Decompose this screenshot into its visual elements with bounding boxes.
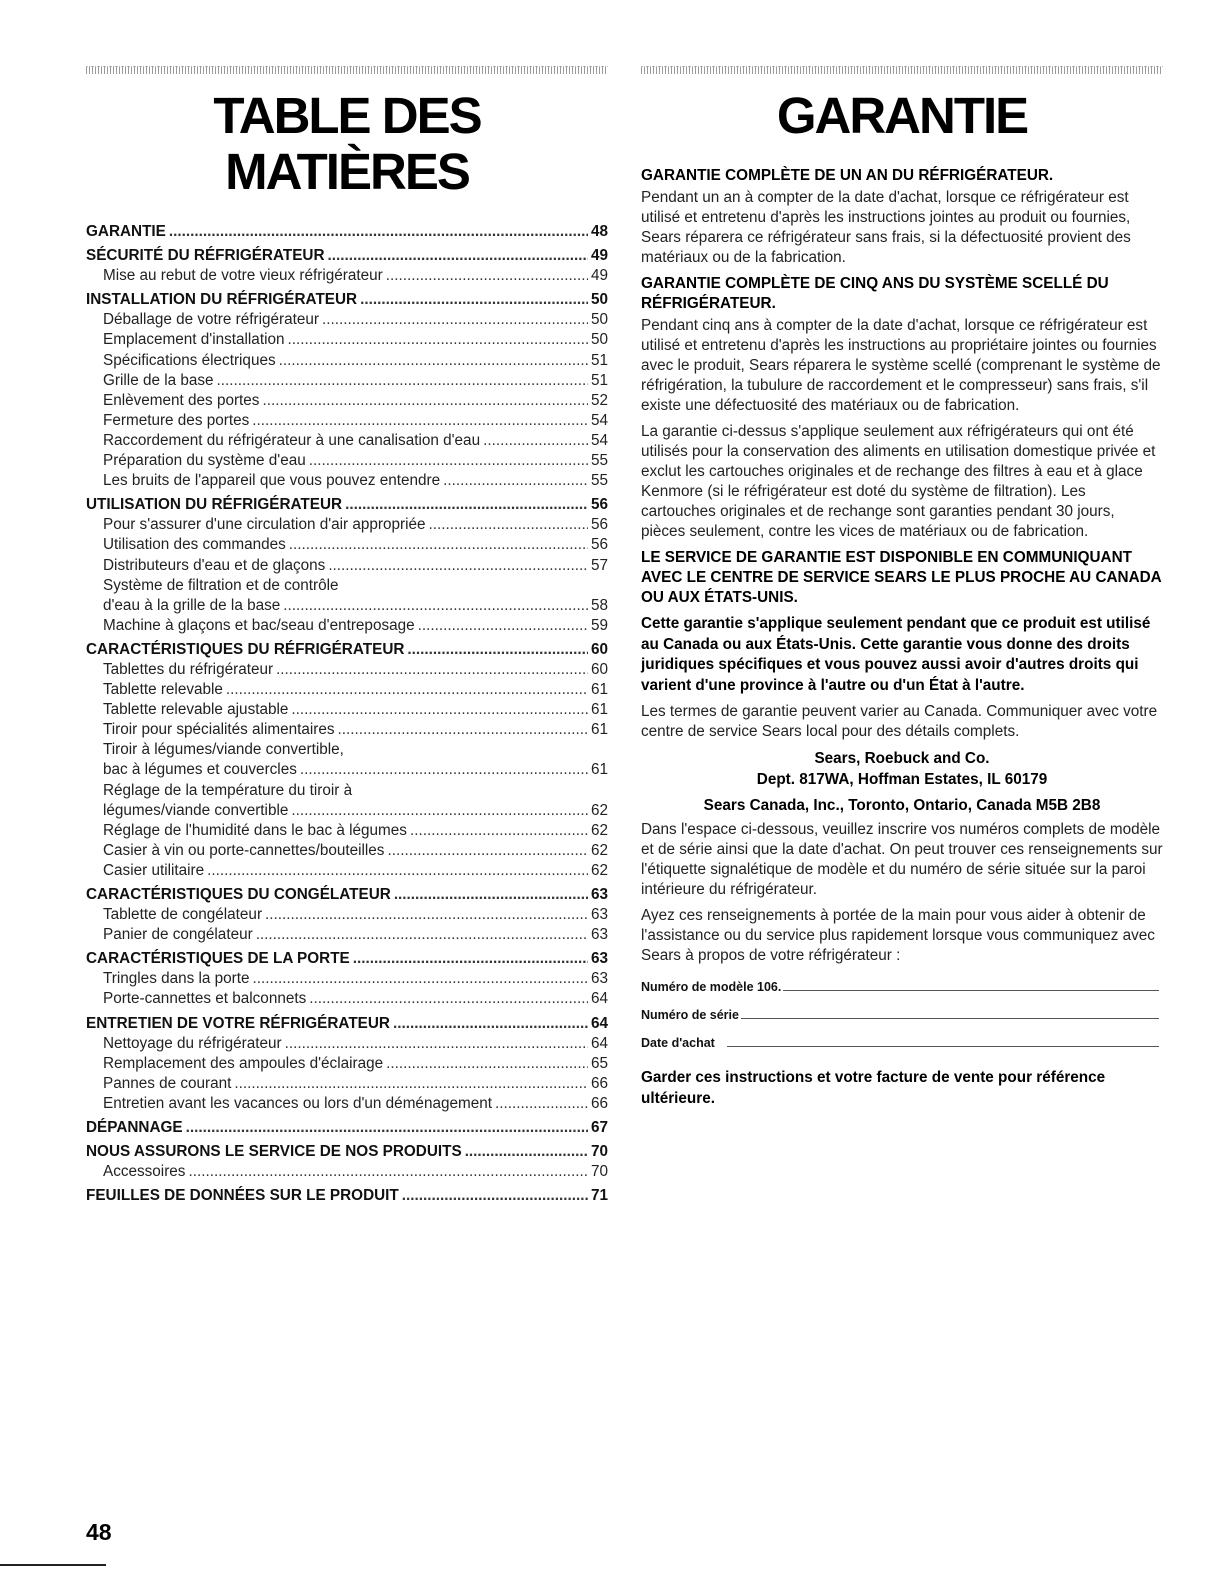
warranty-paragraph: Ayez ces renseignements à portée de la main pour vous aider à obtenir de l'assistance ou du service plus rapidement lorsque vous communiquez avec Sears à propos de votre réfrigérateur : bbox=[641, 907, 1155, 964]
warranty-paragraph: Les termes de garantie peuvent varier au Canada. Communiquer avec votre centre de service Sears local pour des détails complets. bbox=[641, 703, 1158, 740]
dot-leader bbox=[276, 660, 588, 680]
toc-page-number: 50 bbox=[590, 331, 608, 349]
toc-entry-title: légumes/viande convertible bbox=[103, 801, 289, 819]
toc-entry[interactable] bbox=[86, 266, 608, 286]
toc-section[interactable] bbox=[86, 885, 608, 905]
field-line bbox=[783, 990, 1159, 991]
toc-entry[interactable] bbox=[86, 515, 608, 535]
toc-page-number: 63 bbox=[590, 906, 608, 924]
dot-leader bbox=[495, 1094, 588, 1114]
toc-section[interactable] bbox=[86, 246, 608, 266]
dot-leader bbox=[393, 1014, 588, 1034]
toc-entry-title: SÉCURITÉ DU RÉFRIGÉRATEUR bbox=[86, 247, 325, 265]
toc-page-number: 51 bbox=[590, 351, 608, 369]
toc-entry[interactable] bbox=[86, 411, 608, 431]
toc-entry[interactable] bbox=[86, 680, 608, 700]
toc-page-number: 63 bbox=[590, 950, 608, 968]
toc-entry-title: Pannes de courant bbox=[103, 1074, 232, 1092]
dot-leader bbox=[410, 821, 588, 841]
toc-entry[interactable] bbox=[86, 535, 608, 555]
toc-entry-title: Entretien avant les vacances ou lors d'un déménagement bbox=[103, 1094, 492, 1112]
dot-leader bbox=[207, 861, 588, 881]
toc-entry-title: Fermeture des portes bbox=[103, 411, 250, 429]
toc-section[interactable] bbox=[86, 495, 608, 515]
toc-entry-title: Tiroir pour spécialités alimentaires bbox=[103, 721, 335, 739]
toc-entry-title: Réglage de l'humidité dans le bac à légumes bbox=[103, 821, 407, 839]
warranty-service-heading: LE SERVICE DE GARANTIE EST DISPONIBLE EN COMMUNIQUANT AVEC LE CENTRE DE SERVICE SEARS LE PLUS PROCHE AU CANADA OU AUX ÉTATS-UNIS. bbox=[641, 549, 1162, 606]
page-number: 48 bbox=[86, 1519, 112, 1545]
dot-leader bbox=[386, 266, 588, 286]
toc-page-number: 70 bbox=[590, 1143, 608, 1161]
toc-entry[interactable] bbox=[86, 720, 608, 740]
toc-page-number: 71 bbox=[590, 1187, 608, 1205]
toc-page-number: 70 bbox=[590, 1163, 608, 1181]
toc-entry[interactable] bbox=[86, 1074, 608, 1094]
toc-list bbox=[86, 222, 608, 1206]
toc-entry-title: Accessoires bbox=[103, 1163, 186, 1181]
dot-leader bbox=[285, 1034, 588, 1054]
toc-entry-title: Tablette relevable bbox=[103, 681, 223, 699]
toc-entry-title: NOUS ASSURONS LE SERVICE DE NOS PRODUITS bbox=[86, 1143, 462, 1161]
toc-entry-title: Porte-cannettes et balconnets bbox=[103, 990, 307, 1008]
toc-page-number: 62 bbox=[590, 861, 608, 879]
toc-entry[interactable] bbox=[86, 700, 608, 720]
toc-page-number: 60 bbox=[590, 660, 608, 678]
warranty-heading-one-year: GARANTIE COMPLÈTE DE UN AN DU RÉFRIGÉRATEUR. bbox=[641, 167, 1054, 184]
toc-entry-title: DÉPANNAGE bbox=[86, 1119, 183, 1137]
dot-leader bbox=[309, 989, 588, 1009]
dot-leader bbox=[338, 720, 588, 740]
toc-entry[interactable] bbox=[86, 925, 608, 945]
dot-leader bbox=[322, 310, 588, 330]
toc-entry[interactable] bbox=[86, 471, 608, 491]
toc-section[interactable] bbox=[86, 640, 608, 660]
toc-page-number: 54 bbox=[590, 431, 608, 449]
toc-entry-title: Tablette relevable ajustable bbox=[103, 701, 289, 719]
toc-section[interactable] bbox=[86, 290, 608, 310]
toc-entry-title: Tringles dans la porte bbox=[103, 970, 250, 988]
toc-page-number: 60 bbox=[590, 640, 608, 658]
toc-entry-title: bac à légumes et couvercles bbox=[103, 761, 297, 779]
address-line: Sears Canada, Inc., Toronto, Ontario, Canada M5B 2B8 bbox=[703, 797, 1101, 814]
top-rule bbox=[86, 66, 608, 74]
toc-page-number: 62 bbox=[590, 841, 608, 859]
serial-number-field[interactable] bbox=[641, 1003, 1163, 1022]
toc-section[interactable] bbox=[86, 222, 608, 242]
toc-entry-title: Machine à glaçons et bac/seau d'entreposage bbox=[103, 616, 415, 634]
toc-page-number: 51 bbox=[590, 371, 608, 389]
toc-entry[interactable] bbox=[86, 821, 608, 841]
toc-page-number: 61 bbox=[590, 761, 608, 779]
toc-entry-title: Les bruits de l'appareil que vous pouvez entendre bbox=[103, 472, 441, 490]
toc-entry-title: Nettoyage du réfrigérateur bbox=[103, 1034, 282, 1052]
toc-column bbox=[86, 66, 608, 1206]
toc-entry-title: Déballage de votre réfrigérateur bbox=[103, 311, 319, 329]
toc-entry-title: CARACTÉRISTIQUES DU RÉFRIGÉRATEUR bbox=[86, 640, 405, 658]
dot-leader bbox=[387, 841, 588, 861]
toc-page-number: 55 bbox=[590, 472, 608, 490]
toc-page-number: 64 bbox=[590, 1034, 608, 1052]
dot-leader bbox=[186, 1118, 588, 1138]
toc-entry[interactable] bbox=[86, 596, 608, 616]
toc-entry[interactable] bbox=[86, 310, 608, 330]
toc-section[interactable] bbox=[86, 1186, 608, 1206]
dot-leader bbox=[309, 451, 588, 471]
toc-entry-title: CARACTÉRISTIQUES DU CONGÉLATEUR bbox=[86, 886, 391, 903]
warranty-paragraph: La garantie ci-dessus s'applique seulement aux réfrigérateurs qui ont été utilisés pour la conservation des aliments en utilisation domestique privée et exclut les cartouches originales et de rechange des filtres à eau et à glace Kenmore (si le réfrigérateur est doté du système de filtration). Les cartouches originales et de rechange sont garanties pendant 30 jours, pièces seulement, contre les vices de matériaux ou de fabrication. bbox=[641, 423, 1156, 540]
bottom-bar bbox=[0, 1564, 106, 1566]
dot-leader bbox=[265, 905, 588, 925]
toc-entry-title: GARANTIE bbox=[86, 223, 166, 240]
dot-leader bbox=[386, 1054, 588, 1074]
dot-leader bbox=[394, 885, 588, 905]
toc-page-number: 52 bbox=[590, 391, 608, 409]
field-label: Date d'achat bbox=[641, 1036, 715, 1050]
toc-entry-title: Tablettes du réfrigérateur bbox=[103, 660, 274, 678]
toc-page-number: 54 bbox=[590, 411, 608, 429]
toc-page-number: 56 bbox=[590, 536, 608, 554]
dot-leader bbox=[443, 471, 588, 491]
dot-leader bbox=[226, 680, 588, 700]
toc-entry[interactable] bbox=[86, 801, 608, 821]
purchase-date-field[interactable] bbox=[641, 1031, 1163, 1050]
toc-entry-title: Casier utilitaire bbox=[103, 861, 205, 879]
dot-leader bbox=[262, 391, 588, 411]
dot-leader bbox=[328, 246, 588, 266]
keep-instructions-note: Garder ces instructions et votre facture de vente pour référence ultérieure. bbox=[641, 1069, 1106, 1107]
toc-page-number: 67 bbox=[590, 1119, 608, 1137]
toc-entry-title: Raccordement du réfrigérateur à une canalisation d'eau bbox=[103, 431, 481, 449]
toc-entry[interactable] bbox=[86, 431, 608, 451]
address-line: Dept. 817WA, Hoffman Estates, IL 60179 bbox=[756, 771, 1048, 788]
toc-entry-title: Préparation du système d'eau bbox=[103, 452, 306, 470]
toc-entry[interactable] bbox=[86, 1162, 608, 1182]
toc-page-number: 61 bbox=[590, 721, 608, 739]
toc-entry[interactable] bbox=[86, 969, 608, 989]
dot-leader bbox=[169, 222, 588, 242]
toc-entry-title: CARACTÉRISTIQUES DE LA PORTE bbox=[86, 950, 350, 968]
toc-page-number: 58 bbox=[590, 596, 608, 614]
warranty-paragraph: Dans l'espace ci-dessous, veuillez inscrire vos numéros complets de modèle et de série ainsi que la date d'achat. On peut trouver ces renseignements sur l'étiquette signalétique de modèle et du numéro de série située sur la paroi intérieure du réfrigérateur. bbox=[641, 821, 1163, 898]
dot-leader bbox=[188, 1162, 588, 1182]
toc-entry-title: Enlèvement des portes bbox=[103, 391, 260, 409]
dot-leader bbox=[234, 1074, 588, 1094]
toc-page-number: 48 bbox=[590, 223, 608, 240]
toc-entry[interactable] bbox=[86, 371, 608, 391]
toc-page-number: 49 bbox=[590, 247, 608, 265]
toc-page-number: 66 bbox=[590, 1074, 608, 1092]
dot-leader bbox=[345, 495, 588, 515]
dot-leader bbox=[429, 515, 588, 535]
toc-page-number: 65 bbox=[590, 1054, 608, 1072]
toc-entry-title: Panier de congélateur bbox=[103, 926, 253, 944]
toc-page-number: 61 bbox=[590, 681, 608, 699]
toc-entry[interactable] bbox=[86, 1094, 608, 1114]
dot-leader bbox=[289, 535, 588, 555]
toc-section[interactable] bbox=[86, 1014, 608, 1034]
toc-section[interactable] bbox=[86, 1118, 608, 1138]
warranty-paragraph: Pendant cinq ans à compter de la date d'achat, lorsque ce réfrigérateur est utilisé et entretenu d'après les instructions au propriétaire jointes ou fournies avec le produit, Sears réparera le système scellé (comprenant le système de réfrigération, la tubulure de raccordement et le compresseur) sans frais, s'il existe une défectuosité des matériaux ou de fabrication. bbox=[641, 317, 1161, 414]
dot-leader bbox=[279, 351, 588, 371]
toc-page-number: 61 bbox=[590, 701, 608, 719]
toc-entry-continued: Système de filtration et de contrôle bbox=[103, 576, 339, 594]
toc-entry-title: Emplacement d'installation bbox=[103, 331, 285, 349]
toc-entry[interactable] bbox=[86, 351, 608, 371]
toc-page-number: 63 bbox=[590, 970, 608, 988]
dot-leader bbox=[418, 616, 588, 636]
toc-entry-title: Casier à vin ou porte-cannettes/bouteilles bbox=[103, 841, 385, 859]
field-line bbox=[741, 1018, 1159, 1019]
toc-page-number: 57 bbox=[590, 556, 608, 574]
toc-entry-title: Spécifications électriques bbox=[103, 351, 276, 369]
toc-page-number: 56 bbox=[590, 516, 608, 534]
dot-leader bbox=[253, 969, 588, 989]
dot-leader bbox=[287, 330, 588, 350]
dot-leader bbox=[483, 431, 588, 451]
warranty-bold-paragraph: Cette garantie s'applique seulement pendant que ce produit est utilisé au Canada ou aux États-Unis. Cette garantie vous donne des droits juridiques spécifiques et vous pouvez aussi avoir d'autres droits qui varient d'une province à l'autre ou d'un État à l'autre. bbox=[641, 615, 1151, 694]
toc-entry[interactable] bbox=[86, 660, 608, 680]
toc-page-number: 66 bbox=[590, 1094, 608, 1112]
toc-page-number: 49 bbox=[590, 267, 608, 285]
toc-entry[interactable] bbox=[86, 616, 608, 636]
field-label: Numéro de modèle 106. bbox=[641, 980, 782, 994]
toc-entry[interactable] bbox=[86, 330, 608, 350]
toc-entry-title: UTILISATION DU RÉFRIGÉRATEUR bbox=[86, 496, 343, 514]
toc-page-number: 64 bbox=[590, 1014, 608, 1032]
warranty-title: GARANTIE bbox=[776, 87, 1028, 144]
toc-page-number: 64 bbox=[590, 990, 608, 1008]
toc-page-number: 50 bbox=[590, 311, 608, 329]
dot-leader bbox=[252, 411, 588, 431]
dot-leader bbox=[300, 760, 588, 780]
address-line: Sears, Roebuck and Co. bbox=[814, 750, 990, 767]
toc-title: TABLE DES MATIÈRES bbox=[213, 87, 481, 200]
toc-section[interactable] bbox=[86, 949, 608, 969]
toc-page-number: 50 bbox=[590, 291, 608, 309]
toc-entry-title: ENTRETIEN DE VOTRE RÉFRIGÉRATEUR bbox=[86, 1014, 390, 1032]
dot-leader bbox=[328, 556, 588, 576]
toc-page-number: 62 bbox=[590, 821, 608, 839]
warranty-paragraph: Pendant un an à compter de la date d'achat, lorsque ce réfrigérateur est utilisé et entretenu d'après les instructions jointes au produit ou fournies, Sears réparera ce réfrigérateur sans frais, si la défectuosité provient des matériaux ou de la fabrication. bbox=[641, 189, 1131, 266]
toc-entry[interactable] bbox=[86, 556, 608, 576]
dot-leader bbox=[407, 640, 588, 660]
toc-entry[interactable] bbox=[86, 451, 608, 471]
dot-leader bbox=[360, 290, 588, 310]
toc-entry-continued: Tiroir à légumes/viande convertible, bbox=[103, 741, 344, 759]
toc-entry-title: Mise au rebut de votre vieux réfrigérateur bbox=[103, 267, 383, 285]
toc-page-number: 63 bbox=[590, 886, 608, 903]
toc-entry-title: d'eau à la grille de la base bbox=[103, 596, 281, 614]
dot-leader bbox=[465, 1142, 588, 1162]
toc-page-number: 62 bbox=[590, 801, 608, 819]
dot-leader bbox=[291, 801, 588, 821]
dot-leader bbox=[283, 596, 588, 616]
toc-entry-title: Remplacement des ampoules d'éclairage bbox=[103, 1054, 384, 1072]
dot-leader bbox=[402, 1186, 588, 1206]
toc-entry-title: FEUILLES DE DONNÉES SUR LE PRODUIT bbox=[86, 1187, 399, 1205]
toc-entry[interactable] bbox=[86, 989, 608, 1009]
model-number-field[interactable] bbox=[641, 975, 1163, 994]
toc-page-number: 55 bbox=[590, 452, 608, 470]
toc-entry-title: Tablette de congélateur bbox=[103, 906, 263, 924]
toc-entry-title: Utilisation des commandes bbox=[103, 536, 286, 554]
dot-leader bbox=[217, 371, 588, 391]
toc-entry[interactable] bbox=[86, 861, 608, 881]
toc-page-number: 63 bbox=[590, 926, 608, 944]
dot-leader bbox=[256, 925, 588, 945]
toc-entry-title: INSTALLATION DU RÉFRIGÉRATEUR bbox=[86, 291, 358, 309]
toc-section[interactable] bbox=[86, 1142, 608, 1162]
warranty-heading-five-year: GARANTIE COMPLÈTE DE CINQ ANS DU SYSTÈME SCELLÉ DU RÉFRIGÉRATEUR. bbox=[641, 275, 1109, 312]
toc-entry[interactable] bbox=[86, 905, 608, 925]
toc-entry[interactable] bbox=[86, 391, 608, 411]
top-rule bbox=[641, 66, 1163, 74]
toc-entry-title: Grille de la base bbox=[103, 371, 214, 389]
toc-entry-title: Pour s'assurer d'une circulation d'air appropriée bbox=[103, 516, 426, 534]
dot-leader bbox=[353, 949, 588, 969]
toc-page-number: 59 bbox=[590, 616, 608, 634]
dot-leader bbox=[291, 700, 588, 720]
toc-entry[interactable] bbox=[86, 1054, 608, 1074]
toc-entry-title: Distributeurs d'eau et de glaçons bbox=[103, 556, 326, 574]
toc-entry[interactable] bbox=[86, 841, 608, 861]
field-line bbox=[727, 1046, 1159, 1047]
toc-page-number: 56 bbox=[590, 496, 608, 514]
field-label: Numéro de série bbox=[641, 1008, 739, 1022]
warranty-column bbox=[641, 66, 1163, 1109]
toc-entry[interactable] bbox=[86, 1034, 608, 1054]
toc-entry-continued: Réglage de la température du tiroir à bbox=[103, 781, 353, 799]
toc-entry[interactable] bbox=[86, 760, 608, 780]
